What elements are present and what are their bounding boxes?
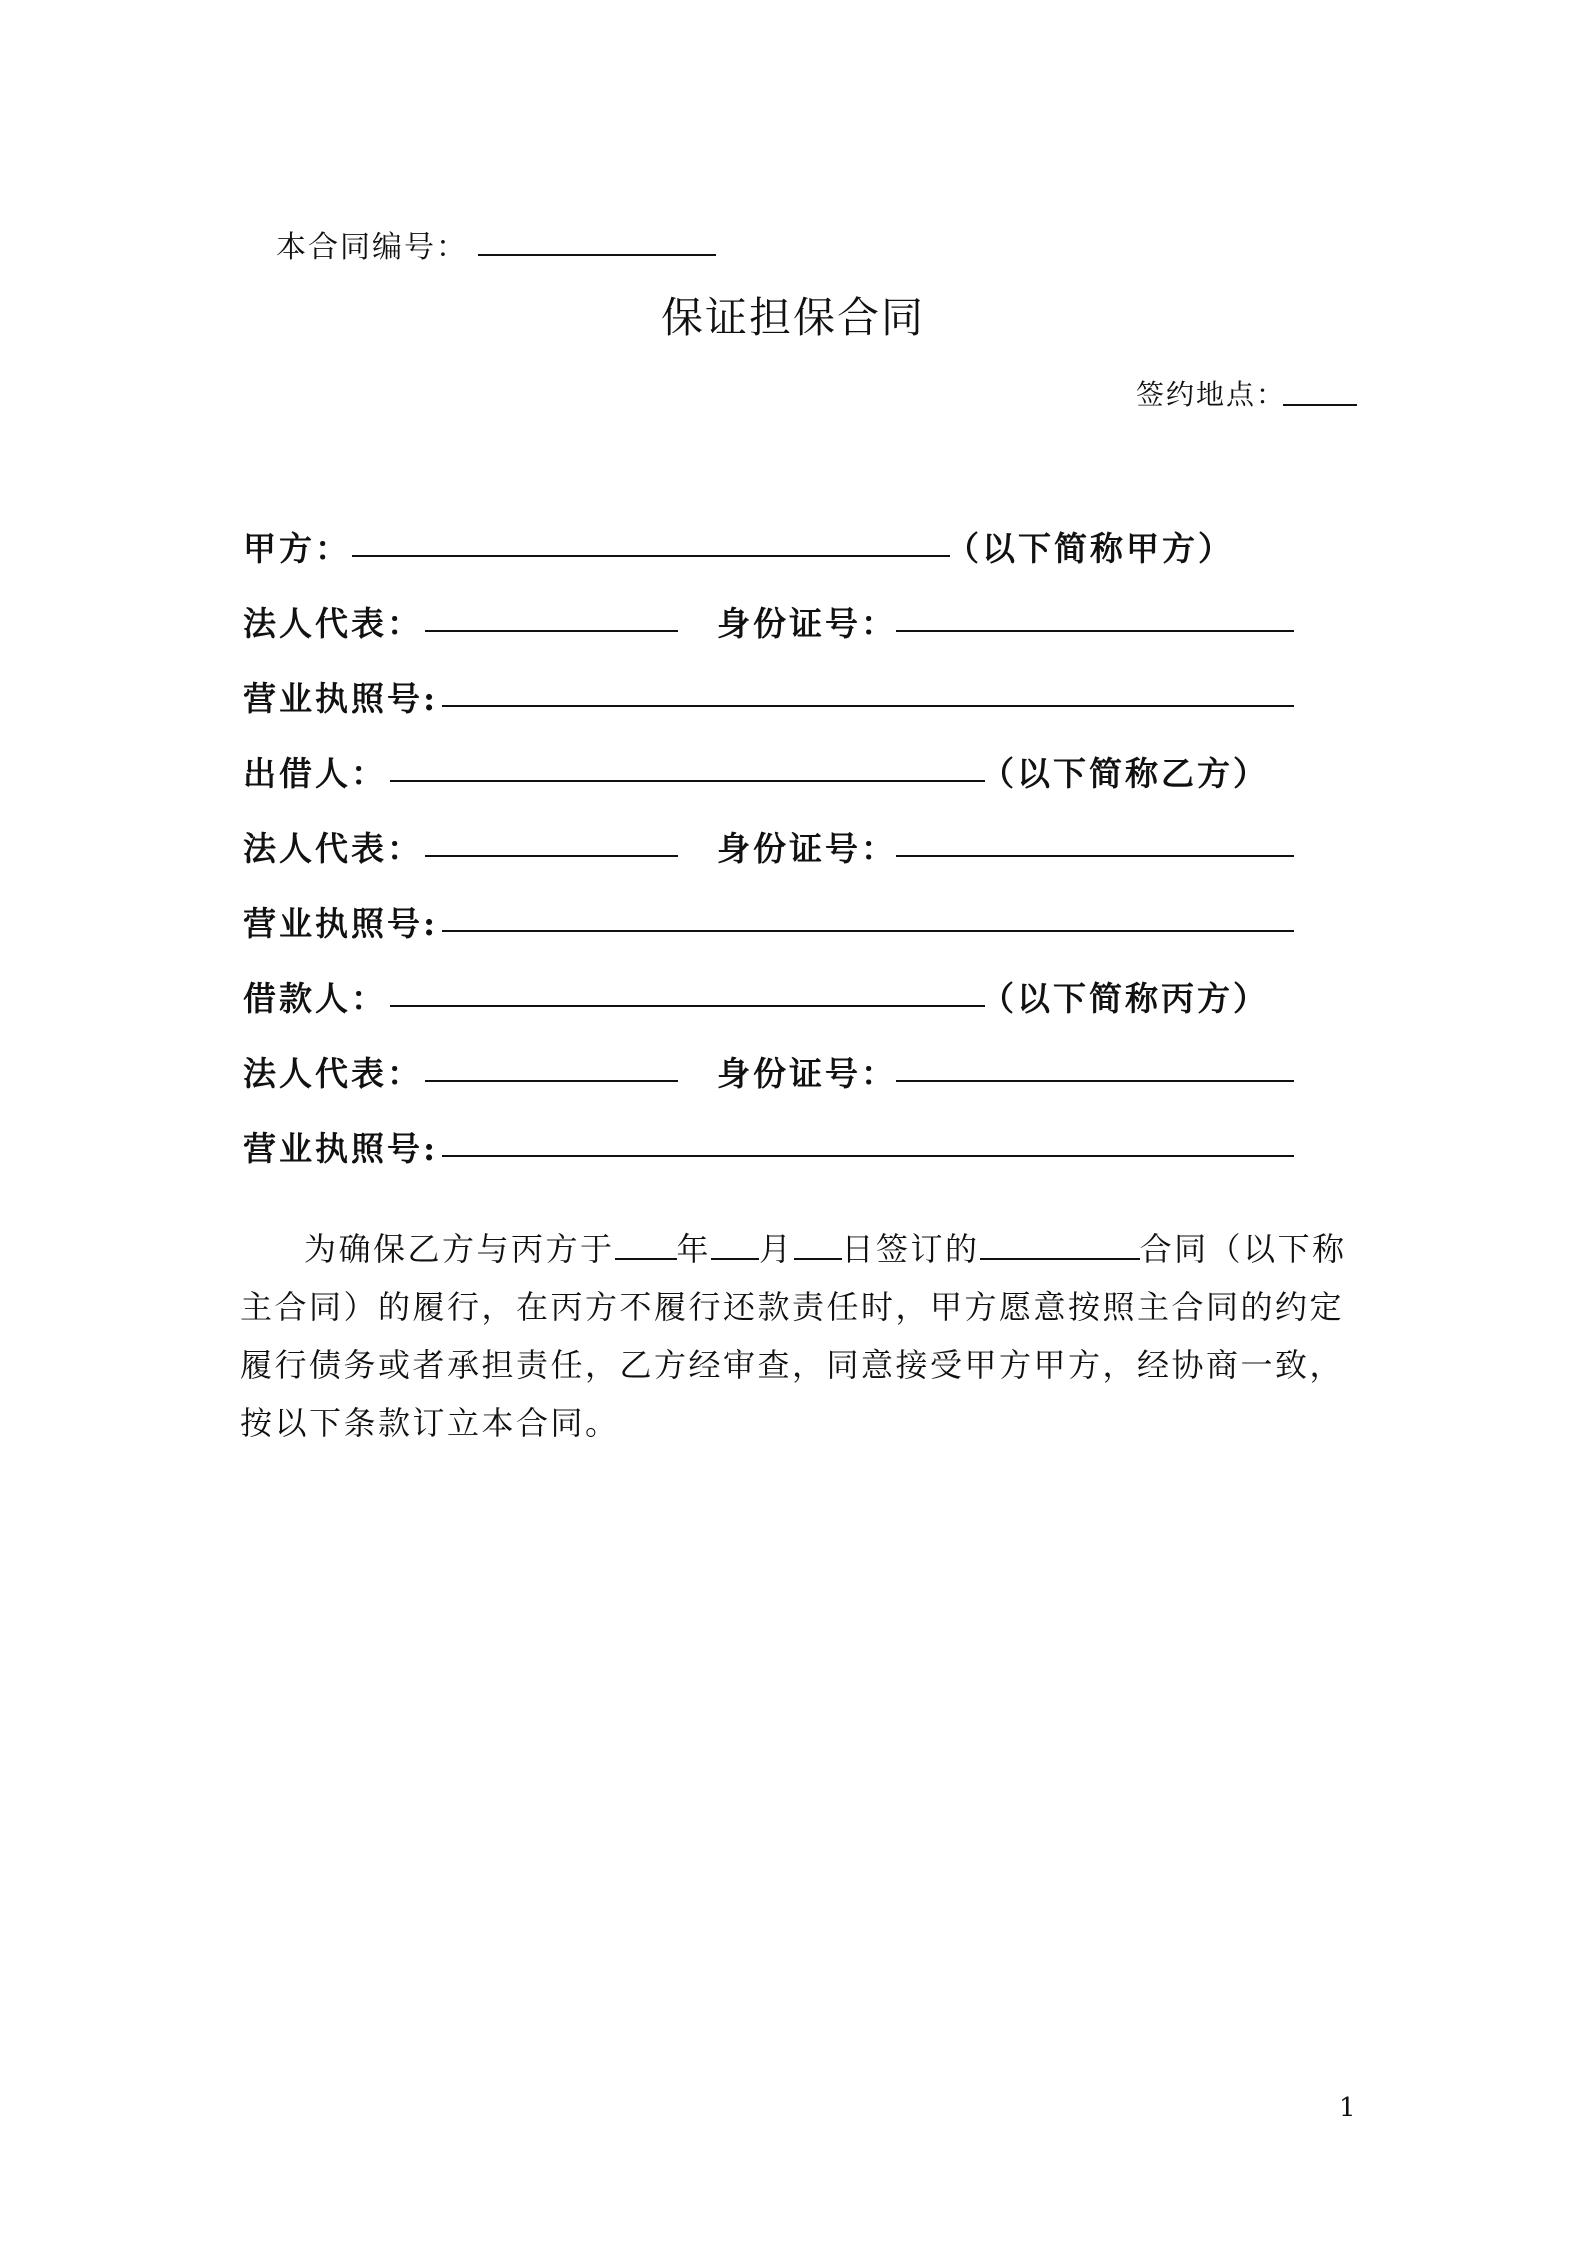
party-c-license-label: 营业执照号: xyxy=(243,1129,439,1168)
preamble-paragraph xyxy=(240,1220,1358,1452)
party-a-license-label: 营业执照号: xyxy=(243,679,439,718)
party-b-name-blank xyxy=(390,780,985,782)
party-c-name-blank xyxy=(390,1005,985,1007)
party-b-rep-blank xyxy=(425,855,678,857)
contract-number-blank xyxy=(478,254,716,256)
main-contract-name-blank xyxy=(980,1230,1140,1260)
year-blank xyxy=(615,1230,677,1260)
party-a-label: 甲方： xyxy=(243,529,351,568)
party-b-rep-label: 法人代表： xyxy=(243,829,423,868)
party-a-name-blank xyxy=(352,555,950,557)
party-b-label: 出借人： xyxy=(243,754,387,793)
day-label: 日签订的 xyxy=(841,1230,980,1268)
year-label: 年 xyxy=(676,1230,712,1268)
document-title: 保证担保合同 xyxy=(660,293,925,342)
party-b-license-blank xyxy=(442,930,1294,932)
party-b-id-label: 身份证号： xyxy=(717,829,897,868)
party-a-license-blank xyxy=(442,705,1294,707)
party-c-rep-blank xyxy=(425,1080,678,1082)
party-c-note: （以下简称丙方） xyxy=(981,979,1269,1018)
party-a-rep-blank xyxy=(425,630,678,632)
page-number: 1 xyxy=(1339,2093,1356,2123)
sign-place-blank xyxy=(1283,404,1357,406)
month-label: 月 xyxy=(759,1230,794,1268)
party-c-license-blank xyxy=(442,1155,1294,1157)
party-c-id-label: 身份证号： xyxy=(717,1054,897,1093)
preamble-text-1: 为确保乙方与丙方于 xyxy=(304,1230,615,1268)
sign-place-label: 签约地点： xyxy=(1136,378,1287,411)
month-blank xyxy=(711,1230,759,1260)
party-a-note: （以下简称甲方） xyxy=(946,529,1234,568)
party-b-license-label: 营业执照号: xyxy=(243,904,439,943)
contract-number-label: 本合同编号： xyxy=(276,230,468,265)
party-c-id-blank xyxy=(896,1080,1294,1082)
day-blank xyxy=(794,1230,842,1260)
party-b-note: （以下简称乙方） xyxy=(981,754,1269,793)
party-c-label: 借款人： xyxy=(243,979,387,1018)
party-a-id-blank xyxy=(896,630,1294,632)
preamble-text-2: 合同（以下称主合同）的履行，在丙方不履行还款责任时，甲方愿意按照主合同的约定履行债务或者承担责任，乙方经审查，同意接受甲方甲方，经协商一致，按以下条款订立本合同。 xyxy=(240,1230,1347,1442)
party-a-id-label: 身份证号： xyxy=(717,604,897,643)
party-b-id-blank xyxy=(896,855,1294,857)
party-c-rep-label: 法人代表： xyxy=(243,1054,423,1093)
party-a-rep-label: 法人代表： xyxy=(243,604,423,643)
